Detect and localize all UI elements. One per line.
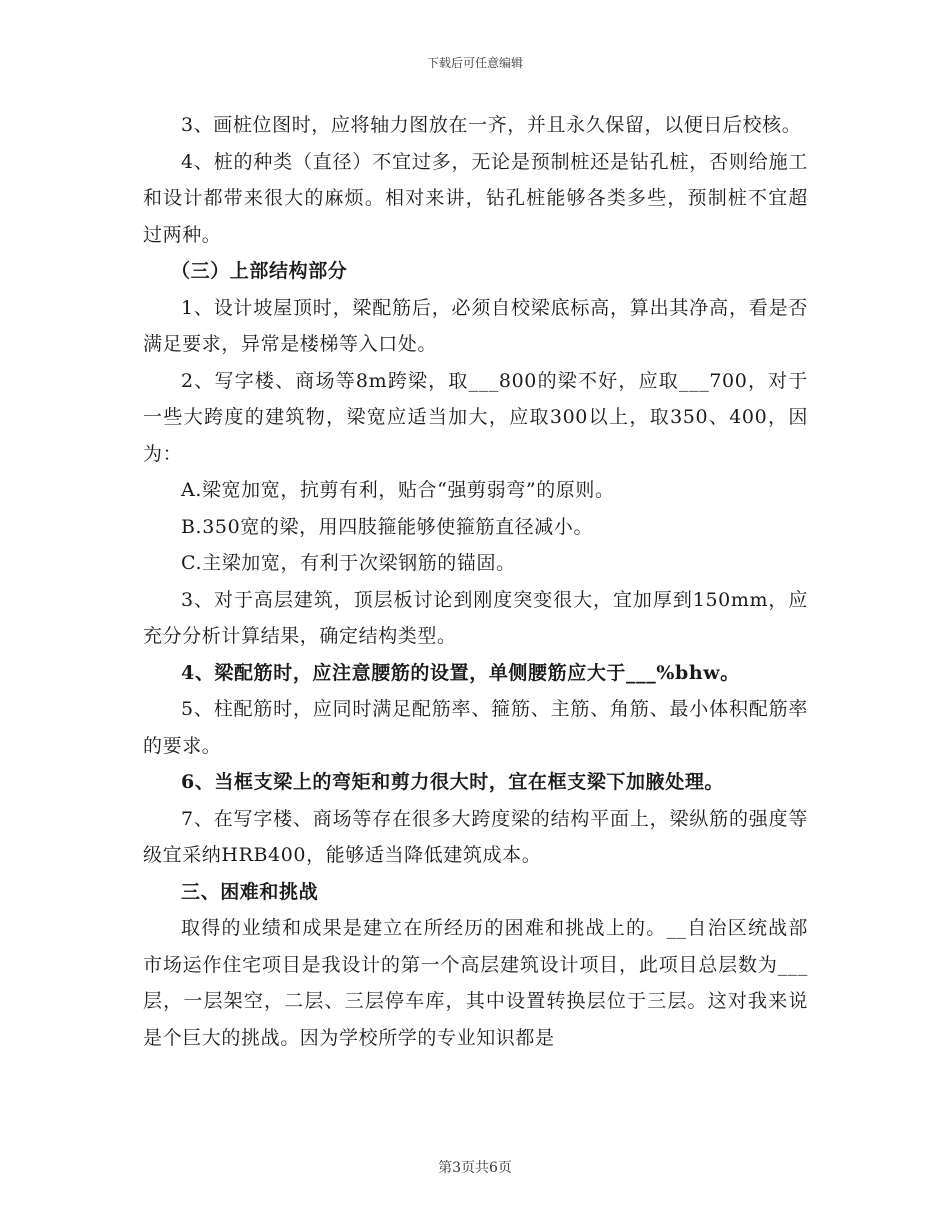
paragraph-pile-drawing: 3、画桩位图时，应将轴力图放在一齐，并且永久保留，以便日后校核。 [181,114,802,136]
paragraph-transfer-beam: 6、当框支梁上的弯矩和剪力很大时，宜在框支梁下加腋处理。 [181,771,725,793]
paragraph-difficulties: 取得的业绩和成果是建立在所经历的困难和挑战上的。__自治区统战部市场运作住宅项目是我设计的第一个高层建筑设计项目，此项目总层数为___层，一层架空，二层、三层停车库，其中设置转换层位于三层。这对我来说是个巨大的挑战。因为学校所学的专业知识都是 [143,917,808,1049]
paragraph-item-b: B.350宽的梁，用四肢箍能够使箍筋直径减小。 [181,515,594,538]
section-heading-difficulties: 三、困难和挑战 [181,880,319,903]
paragraph-item-a: A.梁宽加宽，抗剪有利，贴合“强剪弱弯”的原则。 [181,479,615,501]
section-heading-superstructure: （三）上部结构部分 [171,260,348,282]
paragraph-beam-width: 2、写字楼、商场等8m跨梁，取___800的梁不好，应取___700，对于一些大跨度的建筑物，梁宽应适当加大，应取300以上，取350、400，因为： [143,369,808,465]
paragraph-sloped-roof: 1、设计坡屋顶时，梁配筋后，必须自校梁底标高，算出其净高，看是否满足要求，异常是楼梯等入口处。 [143,296,808,355]
paragraph-item-c: C.主梁加宽，有利于次梁钢筋的锚固。 [181,552,516,574]
paragraph-pile-types: 4、桩的种类（直径）不宜过多，无论是预制桩还是钻孔桩，否则给施工和设计都带来很大的麻烦。相对来讲，钻孔桩能够各类多些，预制桩不宜超过两种。 [143,150,808,246]
paragraph-column-reinforcement: 5、柱配筋时，应同时满足配筋率、箍筋、主筋、角筋、最小体积配筋率的要求。 [143,698,808,757]
page-header: 下载后可任意编辑 [426,56,523,70]
paragraph-hrb400: 7、在写字楼、商场等存在很多大跨度梁的结构平面上，梁纵筋的强度等级宜采纳HRB400，能够适当降低建筑成本。 [143,807,808,866]
paragraph-top-slab: 3、对于高层建筑，顶层板讨论到刚度突变很大，宜加厚到150mm，应充分分析计算结果，确定结构类型。 [143,588,808,647]
paragraph-waist-bars: 4、梁配筋时，应注意腰筋的设置，单侧腰筋应大于___%bhw。 [181,661,740,684]
page-footer: 第3页共6页 [438,1160,512,1176]
document-body [143,107,808,1056]
